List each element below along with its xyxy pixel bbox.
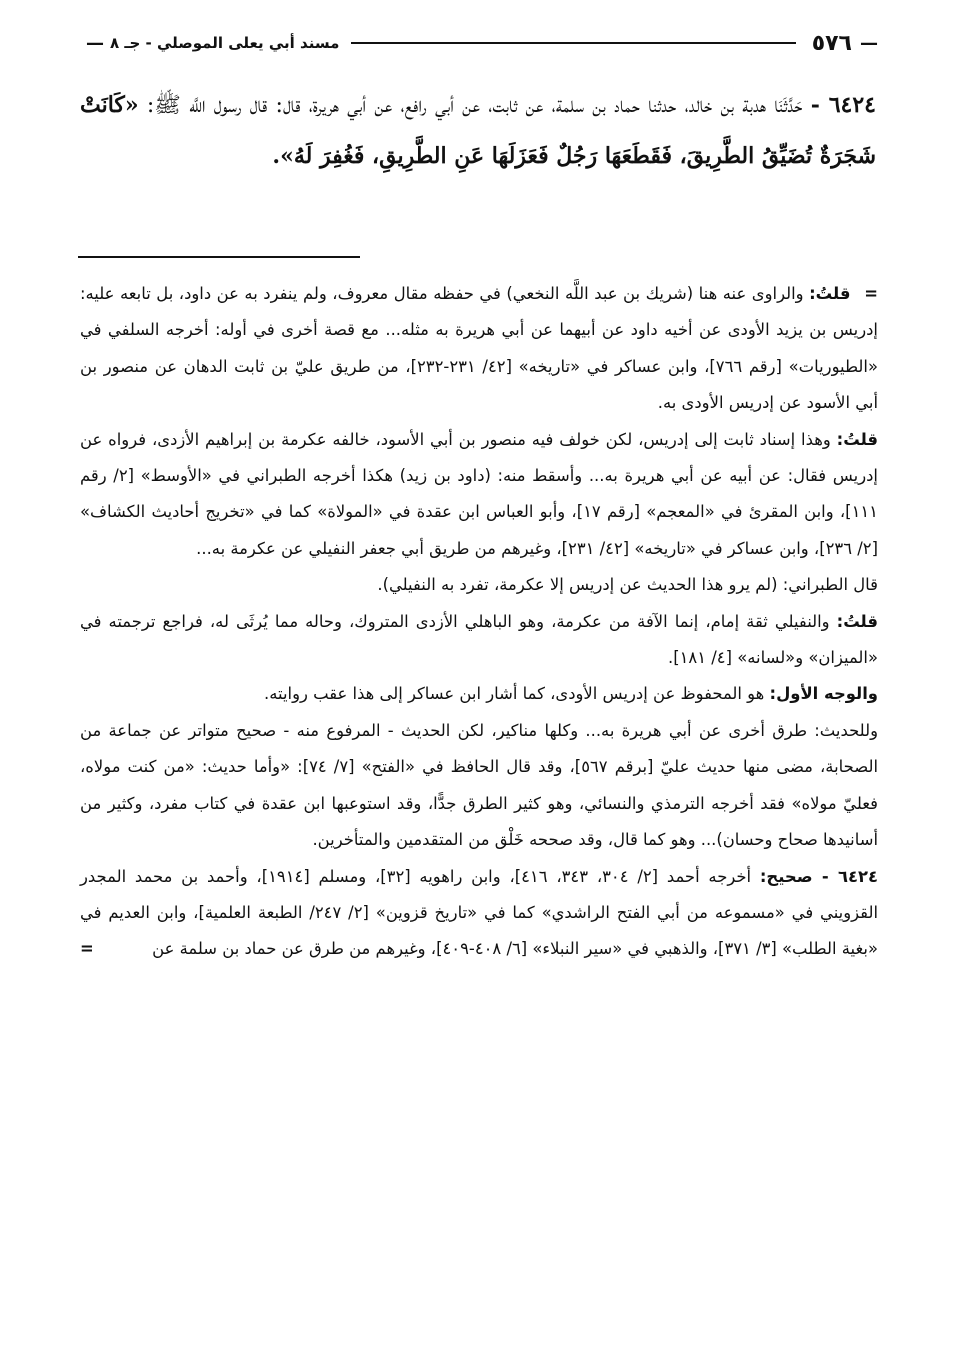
page-header	[78, 30, 878, 56]
note-text: وللحديث: طرق أخرى عن أبي هريرة به... وكلها مناكير، لكن الحديث - المرفوع منه - صحيح متواتر عن جماعة من الصحابة، مضى منها حديث عليّ [برقم ٥٦٧]، وقد قال الحافظ في «الفتح» [٧/ ٧٤]: «وأما حديث: «من كنت مولاه، فعليّ مولاه» فقد أخرجه الترمذي والنسائي، وهو كثير الطرق جدًّا، وقد استوعبها ابن عقدة في كتاب مفرد، وكثير من أسانيدها صحاح وحسان)... وهو كما قال، وقد صححه خَلْق من المتقدمين والمتأخرين.	[80, 720, 878, 850]
header-dash: —	[860, 32, 878, 54]
note-paragraph-5	[80, 676, 878, 712]
hadith-number: ٦٤٢٤ -	[810, 92, 876, 118]
note-label: قلتُ:	[809, 284, 851, 303]
footnotes	[80, 276, 878, 968]
takhrij-text: أخرجه أحمد [٢/ ٣٠٤، ٣٤٣، ٤١٦]، وابن راهويه [٣٢]، ومسلم [١٩١٤]، وأحمد بن محمد المجدر القزويني في «مسموعه من أبي الفتح الراشدي» كما في «تاريخ قزوين» [٢/ ٢٤٧/ الطبعة العلمية]، وابن العديم في «بغية الطلب» [٣/ ٣٧١]، والذهبي في «سير النبلاء» [٦/ ٤٠٨-٤٠٩]، وغيرهم من طرق عن حماد بن سلمة عن	[80, 866, 878, 959]
note-text: هو المحفوظ عن إدريس الأودى، كما أشار ابن عساكر إلى هذا عقب روايته.	[264, 684, 765, 704]
takhrij-label: ٦٤٢٤ - صحيح:	[759, 866, 878, 886]
note-label: قلتُ:	[836, 611, 878, 631]
page-number: ٥٧٦	[811, 30, 852, 56]
hadith-isnad: حَدَّثَنَا هدبة بن خالد، حدثنا حماد بن سلمة، عن ثابت، عن أبي رافع، عن أبي هريرة، قال: قال رسول اللَّه ﷺ:	[146, 93, 803, 118]
note-paragraph-1	[80, 276, 878, 422]
note-paragraph-6	[80, 713, 878, 859]
note-label: والوجه الأول:	[769, 684, 878, 704]
note-paragraph-2	[80, 422, 878, 568]
note-text: وهذا إسناد ثابت إلى إدريس، لكن خولف فيه منصور بن أبي الأسود، خالفه عكرمة بن إبراهيم الأزدى، فرواه عن إدريس فقال: عن أبيه عن أبي هريرة به... وأسقط منه: (داود بن زيد) هكذا أخرجه الطبراني في «الأوسط» [٢/ رقم ١١١]، وابن المقرئ في «المعجم» [رقم ١٧]، وأبو العباس ابن عقدة في «المولاة» كما في «تخريج أحاديث الكشاف» [٢/ ٢٣٦]، وابن عساكر في «تاريخه» [٤٢/ ٢٣١]، وغيرهم من طريق أبي جعفر النفيلي عن عكرمة به...	[80, 429, 878, 558]
hadith-text	[80, 80, 876, 182]
note-paragraph-7	[80, 859, 878, 968]
footnote-separator	[78, 256, 360, 258]
note-text: والنفيلي ثقة إمام، إنما الآفة من عكرمة، وهو الباهلي الأزدى المتروك، وحاله مما يُرثَى له، فراجع ترجمته في «الميزان» و«لسانه» [٤/ ١٨١].	[80, 611, 878, 668]
note-paragraph-3	[80, 567, 878, 603]
book-title: مسند أبي يعلى الموصلي - جـ ٨	[110, 34, 340, 52]
note-label: قلتُ:	[836, 429, 879, 449]
note-text: قال الطبراني: (لم يرو هذا الحديث عن إدريس إلا عكرمة، تفرد به النفيلي).	[377, 575, 878, 595]
continuation-marker-end: =	[80, 939, 94, 959]
header-dash-end: —	[86, 32, 104, 54]
note-text: والراوى عنه هنا (شريك بن عبد اللَّه النخعي) في حفظه مقال معروف، ولم ينفرد به عن داود، بل تابعه عليه: إدريس بن يزيد الأودى عن أخيه داود عن أبيهما عن أبي هريرة به مثله... مع قصة أخرى في أوله: أخرجه السلفي في «الطيوريات» [رقم ٧٦٦]، وابن عساكر في «تاريخه» [٤٢/ ٢٣١-٢٣٢]، من طريق عليّ بن ثابت الدهان عن منصور بن أبي الأسود عن إدريس الأودى به.	[80, 284, 879, 413]
note-paragraph-4	[80, 604, 878, 677]
header-rule	[351, 42, 795, 44]
hadith-matn: «كَانَتْ شَجَرَةٌ تُضَيِّقُ الطَّرِيقَ، فَقَطَعَهَا رَجُلٌ فَعَزَلَهَا عَنِ الطَّرِيقِ، فَغُفِرَ لَهُ».	[80, 92, 876, 169]
continuation-marker: =	[864, 284, 878, 303]
